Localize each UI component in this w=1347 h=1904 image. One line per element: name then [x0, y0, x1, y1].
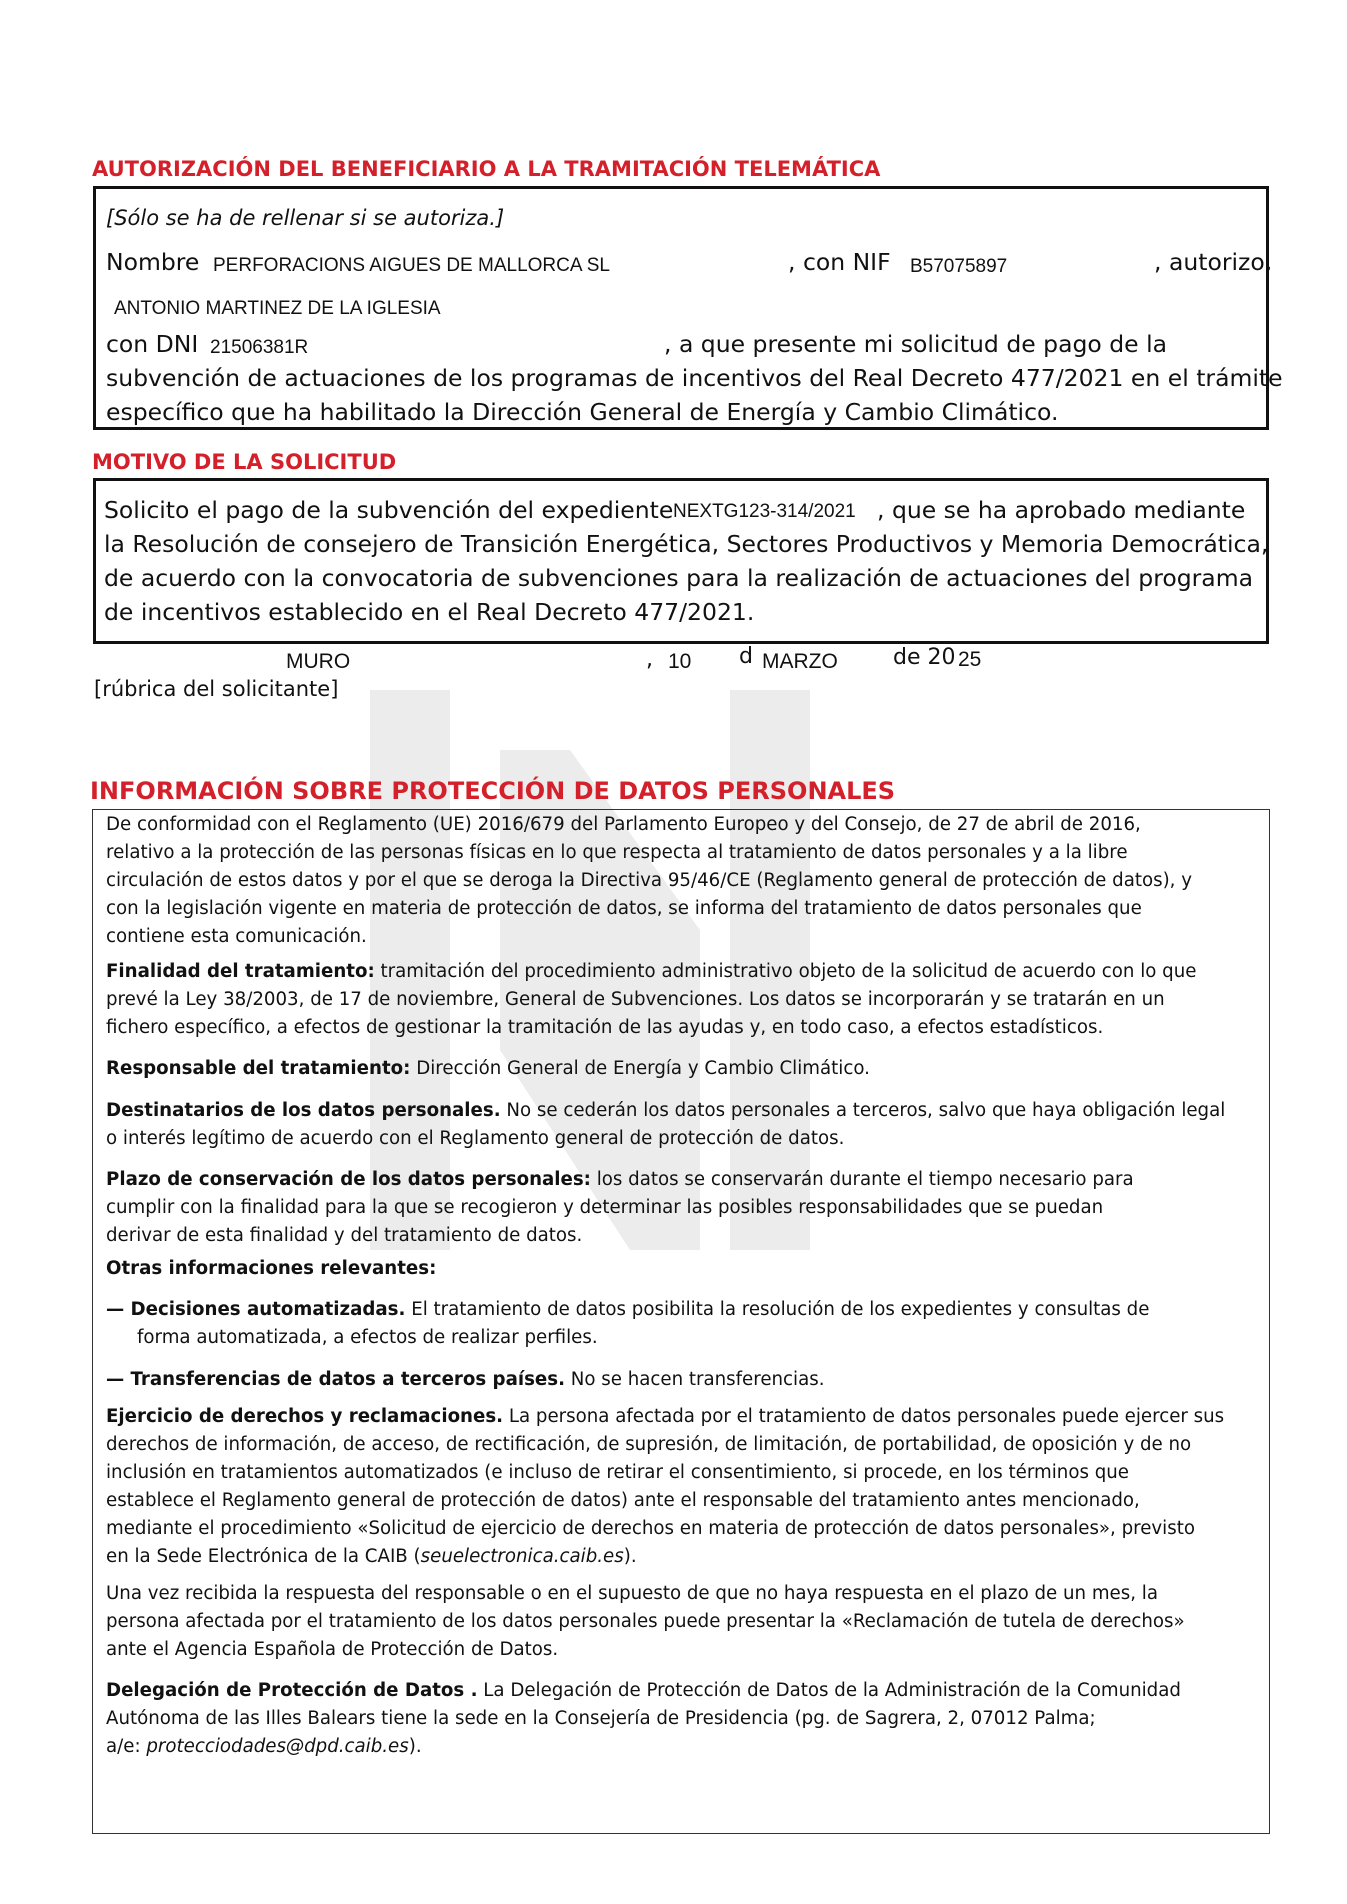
ejercicio-line: inclusión en tratamientos automatizados (e incluso de retirar el consentimiento, si procede, en los términos que: [106, 1462, 1129, 1483]
ejercicio-text: La persona afectada por el tratamiento de datos personales puede ejercer sus: [503, 1406, 1225, 1427]
decisiones-paragraph: [106, 1296, 1254, 1352]
finalidad-line: fichero específico, a efectos de gestionar la tramitación de las ayudas y, en todo caso, a efectos estadísticos.: [106, 1017, 1104, 1038]
finalidad-paragraph: [106, 958, 1254, 1042]
plazo-line: cumplir con la finalidad para la que se recogieron y determinar las posibles responsabilidades que se puedan: [106, 1197, 1104, 1218]
motivo-line2: la Resolución de consejero de Transición Energética, Sectores Productivos y Memoria Democrática,: [104, 530, 1269, 558]
ejercicio-label: Ejercicio de derechos y reclamaciones.: [106, 1406, 504, 1427]
day-field[interactable]: 10: [668, 650, 692, 673]
comma: ,: [646, 647, 653, 672]
destinatarios-label: Destinatarios de los datos personales.: [106, 1100, 501, 1121]
decisiones-text: El tratamiento de datos posibilita la resolución de los expedientes y consultas de: [405, 1299, 1150, 1320]
nombre-field[interactable]: PERFORACIONS AIGUES DE MALLORCA SL: [213, 255, 610, 276]
dni-field[interactable]: 21506381R: [210, 337, 309, 358]
representante-field[interactable]: ANTONIO MARTINEZ DE LA IGLESIA: [114, 298, 441, 319]
plazo-text: los datos se conservarán durante el tiempo necesario para: [590, 1169, 1134, 1190]
ejercicio-line: en la Sede Electrónica de la CAIB (: [106, 1546, 421, 1567]
responsable-label: Responsable del tratamiento:: [106, 1058, 411, 1079]
autorizo-label: , autorizo,: [1154, 248, 1273, 276]
delegacion-text: La Delegación de Protección de Datos de la Administración de la Comunidad: [477, 1680, 1181, 1701]
intro-line: circulación de estos datos y por el que se deroga la Directiva 95/46/CE (Reglamento general de protección de datos), y: [106, 870, 1192, 891]
email-link[interactable]: protecciodades@dpd.caib.es: [146, 1736, 409, 1757]
ejercicio-line: establece el Reglamento general de protección de datos) ante el responsable del tratamiento antes mencionado,: [106, 1490, 1140, 1511]
finalidad-line: prevé la Ley 38/2003, de 17 de noviembre, General de Subvenciones. Los datos se incorporarán y se tratarán en un: [106, 989, 1165, 1010]
ejercicio-line: derechos de información, de acceso, de rectificación, de supresión, de limitación, de portabilidad, de oposición y de no: [106, 1434, 1192, 1455]
expediente-field[interactable]: NEXTG123-314/2021: [673, 501, 856, 522]
intro-line: con la legislación vigente en materia de protección de datos, se informa del tratamiento de datos personales que: [106, 898, 1142, 919]
respuesta-line: persona afectada por el tratamiento de los datos personales puede presentar la «Reclamación de tutela de derechos»: [106, 1611, 1185, 1632]
delegacion-label: Delegación de Protección de Datos .: [106, 1680, 478, 1701]
delegacion-line: Autónoma de las Illes Balears tiene la sede en la Consejería de Presidencia (pg. de Sagrera, 2, 07012 Palma;: [106, 1708, 1096, 1729]
otras-paragraph: [106, 1255, 1254, 1283]
finalidad-label: Finalidad del tratamiento:: [106, 961, 375, 982]
respuesta-line: Una vez recibida la respuesta del responsable o en el supuesto de que no haya respuesta en el plazo de un mes, la: [106, 1583, 1158, 1604]
dni-tail: , a que presente mi solicitud de pago de la: [664, 330, 1168, 358]
intro-line: relativo a la protección de las personas físicas en lo que respecta al tratamiento de datos personales y a la libre: [106, 842, 1128, 863]
respuesta-paragraph: [106, 1580, 1254, 1664]
dni-label: con DNI: [106, 330, 199, 358]
plazo-label: Plazo de conservación de los datos personales:: [106, 1169, 591, 1190]
destinatarios-text: No se cederán los datos personales a terceros, salvo que haya obligación legal: [500, 1100, 1226, 1121]
finalidad-text: tramitación del procedimiento administrativo objeto de la solicitud de acuerdo con lo que: [374, 961, 1197, 982]
responsable-text: Dirección General de Energía y Cambio Climático.: [410, 1058, 870, 1079]
autorizacion-line2: subvención de actuaciones de los programas de incentivos del Real Decreto 477/2021 en el trámite: [106, 364, 1283, 392]
nombre-label: Nombre: [106, 248, 200, 276]
place-field[interactable]: MURO: [286, 650, 351, 673]
intro-line: De conformidad con el Reglamento (UE) 2016/679 del Parlamento Europeo y del Consejo, de 27 de abril de 2016,: [106, 814, 1141, 835]
nif-label: , con NIF: [788, 248, 891, 276]
ejercicio-line: mediante el procedimiento «Solicitud de ejercicio de derechos en materia de protección de datos personales», previsto: [106, 1518, 1195, 1539]
delegacion-line: a/e:: [106, 1736, 147, 1757]
responsable-paragraph: [106, 1055, 1254, 1083]
autorizacion-line3: específico que ha habilitado la Dirección General de Energía y Cambio Climático.: [106, 398, 1059, 426]
motivo-line4: de incentivos establecido en el Real Decreto 477/2021.: [104, 598, 755, 626]
motivo-line1-post: , que se ha aprobado mediante: [877, 496, 1246, 524]
decisiones-label: — Decisiones automatizadas.: [106, 1299, 406, 1320]
sede-link[interactable]: seuelectronica.caib.es: [420, 1546, 624, 1567]
intro-line: contiene esta comunicación.: [106, 926, 367, 947]
month-field[interactable]: MARZO: [762, 650, 838, 673]
ejercicio-end: ).: [623, 1546, 637, 1567]
autorizacion-note: [Sólo se ha de rellenar si se autoriza.]: [106, 206, 505, 230]
delegacion-paragraph: [106, 1677, 1254, 1761]
nif-field[interactable]: B57075897: [910, 256, 1008, 277]
year-field[interactable]: 25: [958, 648, 982, 671]
destinatarios-line: o interés legítimo de acuerdo con el Reglamento general de protección de datos.: [106, 1128, 845, 1149]
transferencias-text: No se hacen transferencias.: [564, 1369, 825, 1390]
heading-proteccion: INFORMACIÓN SOBRE PROTECCIÓN DE DATOS PERSONALES: [90, 777, 896, 805]
heading-autorizacion: AUTORIZACIÓN DEL BENEFICIARIO A LA TRAMITACIÓN TELEMÁTICA: [92, 157, 881, 181]
plazo-paragraph: [106, 1166, 1254, 1250]
decisiones-line: forma automatizada, a efectos de realizar perfiles.: [137, 1327, 598, 1348]
otras-label: Otras informaciones relevantes:: [106, 1258, 437, 1279]
ejercicio-paragraph: [106, 1403, 1254, 1571]
motivo-line3: de acuerdo con la convocatoria de subvenciones para la realización de actuaciones del programa: [104, 564, 1253, 592]
year-label: de 20: [893, 645, 956, 670]
rubrica-label: [rúbrica del solicitante]: [94, 677, 339, 701]
intro-paragraph: [106, 811, 1254, 951]
delegacion-end: ).: [408, 1736, 422, 1757]
motivo-line1-pre: Solicito el pago de la subvención del expediente: [104, 496, 674, 524]
de-label: d: [739, 644, 753, 669]
heading-motivo: MOTIVO DE LA SOLICITUD: [92, 450, 397, 474]
respuesta-line: ante el Agencia Española de Protección de Datos.: [106, 1639, 559, 1660]
destinatarios-paragraph: [106, 1097, 1254, 1153]
plazo-line: derivar de esta finalidad y del tratamiento de datos.: [106, 1225, 583, 1246]
transferencias-paragraph: [106, 1366, 1254, 1394]
transferencias-label: — Transferencias de datos a terceros países.: [106, 1369, 565, 1390]
